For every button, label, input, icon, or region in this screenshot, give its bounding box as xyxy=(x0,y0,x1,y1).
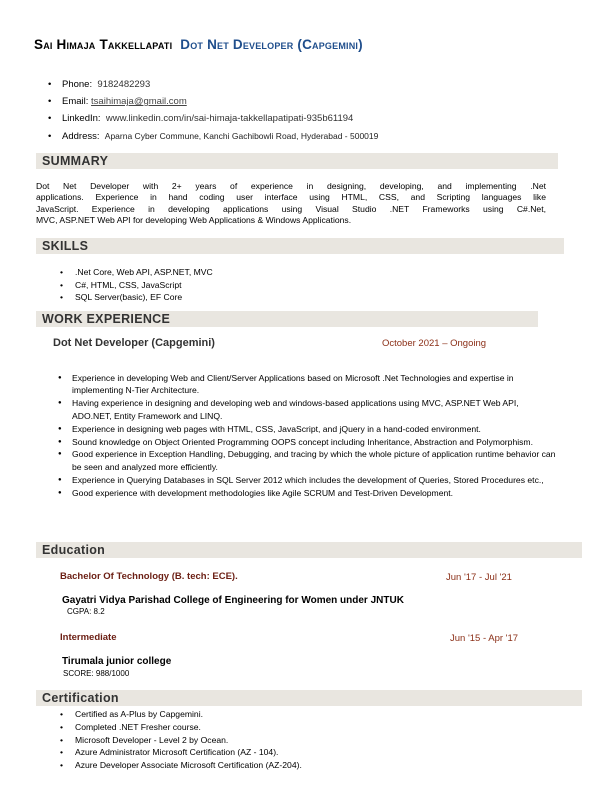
candidate-name: Sai Himaja Takkellapati xyxy=(34,37,173,52)
education-degree: Bachelor Of Technology (B. tech: ECE). xyxy=(60,571,238,582)
address-value: Aparna Cyber Commune, Kanchi Gachibowli Road, Hyderabad - 500019 xyxy=(104,131,379,141)
work-bullet: ● Good experience with development methodologies like Agile SCRUM and Test-Driven Development. xyxy=(58,487,556,499)
email-link[interactable]: tsaihimaja@gmail.com xyxy=(91,96,187,107)
work-bullet: ● Experience in developing Web and Client/Server Applications based on Microsoft .Net Technologies and expertise in implementing N-Tier Architecture. xyxy=(58,372,556,397)
skill-item: • SQL Server(basic), EF Core xyxy=(60,292,183,302)
summary-text: Dot Net Developer with 2+ years of experience in designing, developing, and implementing .Net applications. Experience in hand coding user interface using HTML, CSS, and Scripting languages like JavaScript. Experience in developing applications using Visual Studio .NET Frameworks using C#.Net, MVC, ASP.NET Web API for developing Web Applications & Windows Applications. xyxy=(36,181,546,226)
section-education-heading: Education xyxy=(36,542,582,558)
education-score: CGPA: 8.2 xyxy=(67,607,105,616)
work-bullet: ● Sound knowledge on Object Oriented Programming OOPS concept including Inheritance, Abstraction and Polymorphism. xyxy=(58,436,556,448)
bullet-icon: • xyxy=(48,79,52,90)
resume-header xyxy=(34,37,363,52)
skill-item: • C#, HTML, CSS, JavaScript xyxy=(60,280,182,290)
education-date: Jun '17 - Jul '21 xyxy=(446,572,512,583)
section-certification-heading: Certification xyxy=(36,690,582,706)
certification-item: • Azure Administrator Microsoft Certification (AZ - 104). xyxy=(60,747,279,757)
certification-item: • Completed .NET Fresher course. xyxy=(60,722,201,732)
certification-item: • Azure Developer Associate Microsoft Certification (AZ-204). xyxy=(60,760,302,770)
bullet-icon: • xyxy=(48,131,52,142)
section-skills-heading: SKILLS xyxy=(36,238,564,254)
job-title: Dot Net Developer (Capgemini) xyxy=(53,337,215,349)
contact-phone: • Phone: 9182482293 xyxy=(48,79,151,90)
work-bullet: ● Experience in designing web pages with HTML, CSS, JavaScript, and jQuery in a hand-coded environment. xyxy=(58,423,556,435)
education-degree: Intermediate xyxy=(60,632,117,643)
work-bullet: ● Good experience in Exception Handling, Debugging, and tracing by which the whole picture of application runtime behavior can be seen and analyzed more efficiently. xyxy=(58,448,556,473)
bullet-icon: • xyxy=(48,96,52,107)
contact-address: • Address: Aparna Cyber Commune, Kanchi Gachibowli Road, Hyderabad - 500019 xyxy=(48,131,379,142)
linkedin-link[interactable]: www.linkedin.com/in/sai-himaja-takkellapatipati-935b61194 xyxy=(105,113,354,124)
section-work-heading: WORK EXPERIENCE xyxy=(36,311,538,327)
certification-item: • Microsoft Developer - Level 2 by Ocean. xyxy=(60,735,229,745)
education-school: Gayatri Vidya Parishad College of Engineering for Women under JNTUK xyxy=(62,595,404,606)
work-bullet: ● Experience in Querying Databases in SQL Server 2012 which includes the development of Queries, Stored Procedures etc., xyxy=(58,474,556,486)
education-score: SCORE: 988/1000 xyxy=(63,669,130,678)
section-summary-heading: SUMMARY xyxy=(36,153,558,169)
bullet-icon: • xyxy=(48,113,52,124)
education-date: Jun '15 - Apr '17 xyxy=(450,633,519,644)
contact-linkedin: • LinkedIn: www.linkedin.com/in/sai-himaja-takkellapatipati-935b61194 xyxy=(48,113,354,124)
education-school: Tirumala junior college xyxy=(62,656,172,667)
skill-item: • .Net Core, Web API, ASP.NET, MVC xyxy=(60,267,213,277)
work-bullet-list xyxy=(58,372,556,500)
contact-email: • Email: tsaihimaja@gmail.com xyxy=(48,96,187,107)
job-date: October 2021 – Ongoing xyxy=(382,338,487,349)
certification-item: • Certified as A-Plus by Capgemini. xyxy=(60,709,204,719)
work-bullet: ● Having experience in designing and developing web and windows-based applications using MVC, ASP.NET Web API, ADO.NET, Entity Framework and LINQ. xyxy=(58,397,556,422)
phone-value: 9182482293 xyxy=(97,79,151,90)
candidate-role: Dot Net Developer (Capgemini) xyxy=(180,37,363,52)
